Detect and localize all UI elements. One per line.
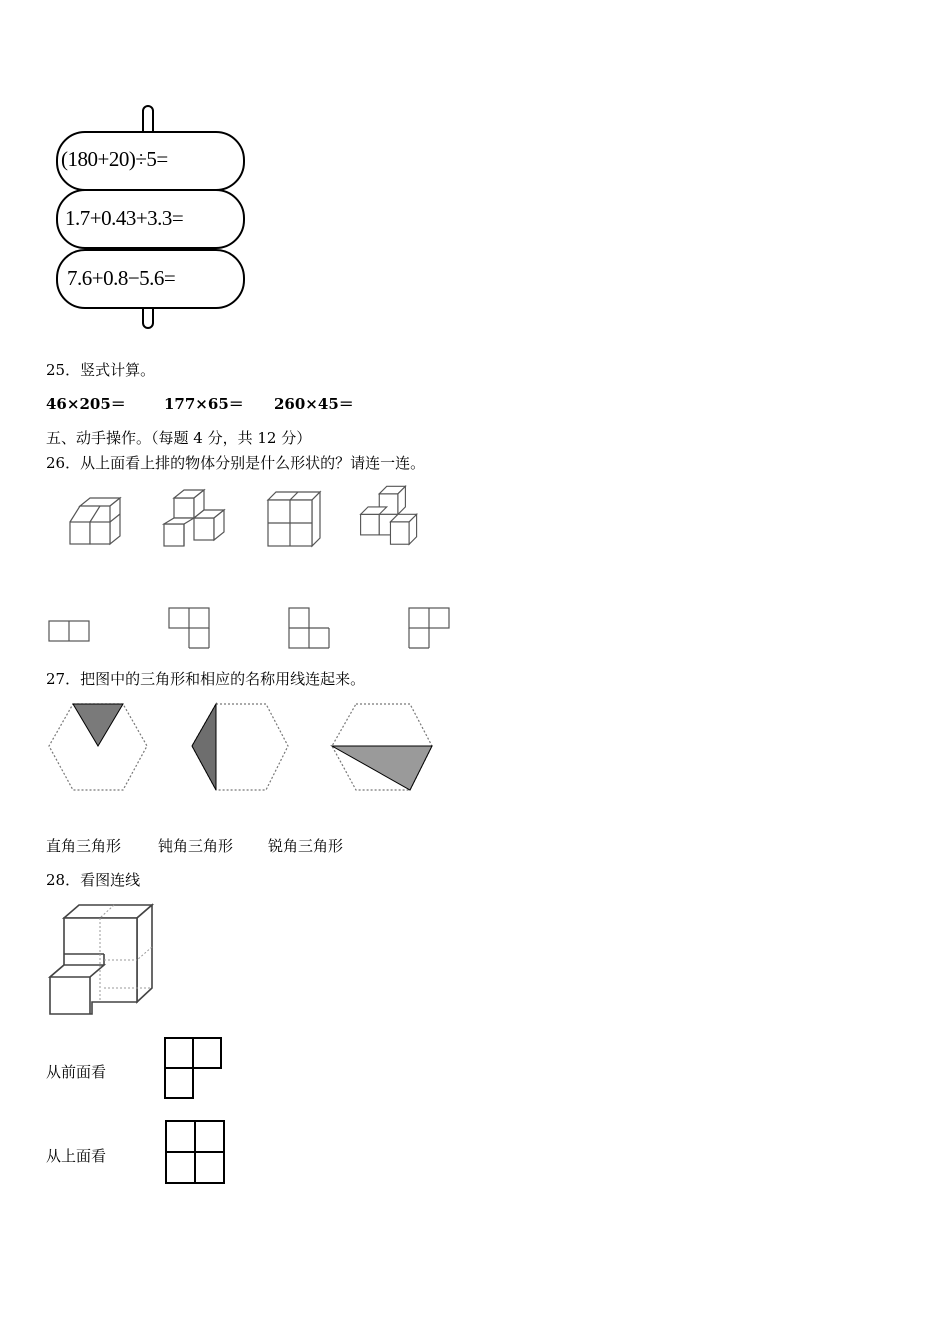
q27-hexagon-1 xyxy=(45,700,155,795)
q25-title: 25．竖式计算。 xyxy=(46,361,156,379)
q28-view-top-grid xyxy=(160,1117,230,1187)
q27-hexagon-2 xyxy=(188,700,298,795)
q26-object-1 xyxy=(66,498,136,558)
q28-view-front-grid xyxy=(160,1034,225,1104)
q27-label-acute: 锐角三角形 xyxy=(268,837,344,855)
q26-object-2 xyxy=(160,488,230,558)
q25-item-1: 46×205＝ xyxy=(46,395,126,413)
q25-item-2: 177×65＝ xyxy=(164,395,244,413)
q26-view-1 xyxy=(46,618,96,648)
q26-view-2 xyxy=(166,605,216,655)
q26-view-3 xyxy=(286,605,336,655)
q26-object-3 xyxy=(260,488,330,558)
q28-view-label-top: 从上面看 xyxy=(46,1147,107,1165)
q26-title: 26．从上面看上排的物体分别是什么形状的？请连一连。 xyxy=(46,454,426,472)
q27-label-right: 直角三角形 xyxy=(46,837,122,855)
q27-hexagon-3 xyxy=(328,700,438,795)
q26-object-4 xyxy=(355,482,425,557)
q27-title: 27．把图中的三角形和相应的名称用线连起来。 xyxy=(46,670,366,688)
q28-title: 28．看图连线 xyxy=(46,871,141,889)
q27-triangle-2 xyxy=(192,704,216,790)
skewer-expression-1: (180+20)÷5= xyxy=(61,147,168,171)
q28-view-label-front: 从前面看 xyxy=(46,1063,107,1081)
skewer-expression-3: 7.6+0.8−5.6= xyxy=(67,266,176,290)
section5-title: 五、动手操作。（每题 4 分，共 12 分） xyxy=(46,429,312,447)
skewer-expression-2: 1.7+0.43+3.3= xyxy=(65,206,184,230)
q26-view-4 xyxy=(406,605,456,655)
q27-label-obtuse: 钝角三角形 xyxy=(158,837,234,855)
q28-solid-figure xyxy=(44,902,159,1022)
q25-item-3: 260×45＝ xyxy=(274,395,354,413)
